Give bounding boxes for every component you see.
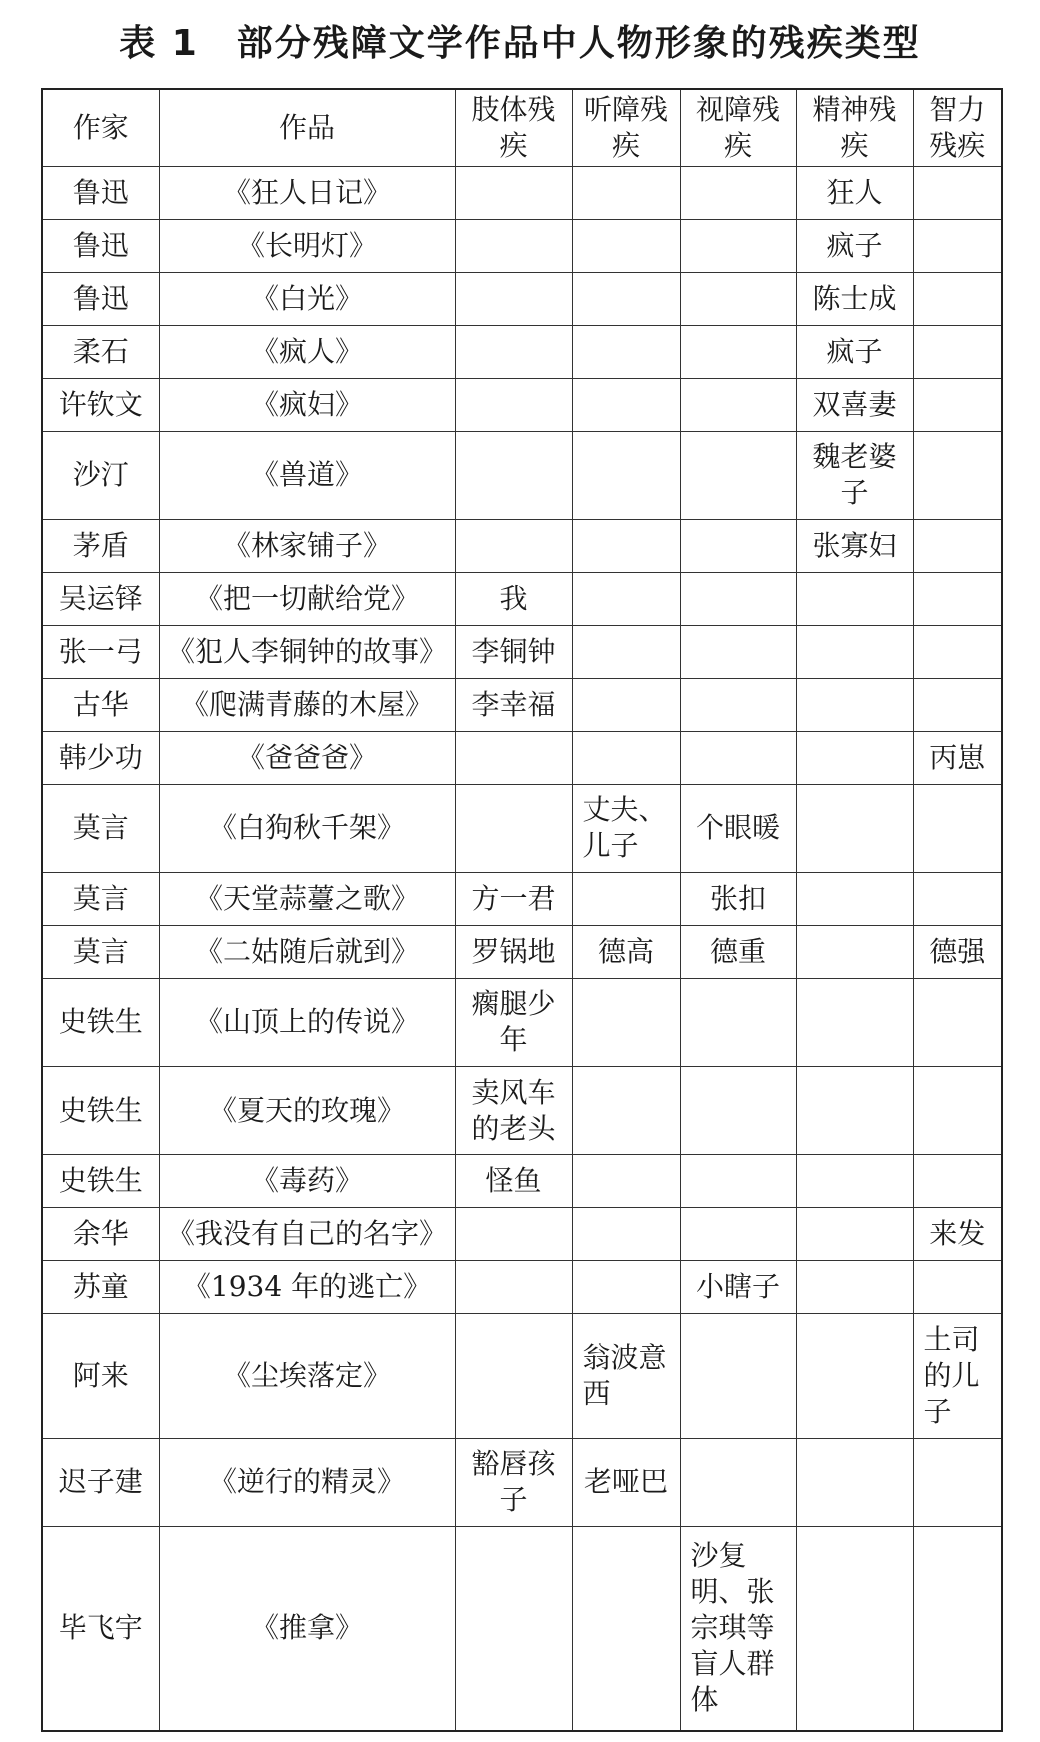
cell-mental [796, 1438, 913, 1526]
cell-hearing [572, 978, 680, 1066]
cell-intellectual [913, 378, 1002, 431]
cell-work: 《犯人李铜钟的故事》 [159, 625, 455, 678]
table-row [42, 1261, 1002, 1314]
cell-work: 《兽道》 [159, 431, 455, 519]
cell-mental: 张寡妇 [796, 519, 913, 572]
cell-limb: 方一君 [455, 872, 572, 925]
cell-author: 史铁生 [42, 978, 159, 1066]
cell-hearing: 翁波意西 [572, 1313, 680, 1438]
cell-author: 余华 [42, 1208, 159, 1261]
cell-author: 阿来 [42, 1313, 159, 1438]
cell-visual [680, 1066, 796, 1154]
cell-visual [680, 431, 796, 519]
cell-limb: 罗锅地 [455, 925, 572, 978]
disability-types-table [41, 88, 1003, 1732]
cell-intellectual [913, 167, 1002, 220]
cell-author: 柔石 [42, 325, 159, 378]
cell-limb [455, 272, 572, 325]
table-row [42, 678, 1002, 731]
cell-mental [796, 1155, 913, 1208]
cell-author: 茅盾 [42, 519, 159, 572]
cell-limb [455, 731, 572, 784]
cell-limb [455, 1526, 572, 1731]
cell-visual [680, 678, 796, 731]
cell-visual: 张扣 [680, 872, 796, 925]
cell-hearing: 丈夫、儿子 [572, 784, 680, 872]
cell-visual [680, 219, 796, 272]
cell-mental [796, 1313, 913, 1438]
cell-work: 《狂人日记》 [159, 167, 455, 220]
cell-author: 莫言 [42, 925, 159, 978]
cell-hearing [572, 678, 680, 731]
cell-mental [796, 572, 913, 625]
cell-hearing [572, 872, 680, 925]
cell-limb [455, 431, 572, 519]
cell-visual: 个眼暖 [680, 784, 796, 872]
cell-intellectual: 德强 [913, 925, 1002, 978]
cell-work: 《疯人》 [159, 325, 455, 378]
table-row [42, 872, 1002, 925]
cell-hearing [572, 1066, 680, 1154]
cell-intellectual [913, 978, 1002, 1066]
cell-visual [680, 625, 796, 678]
table-row [42, 925, 1002, 978]
cell-work: 《夏天的玫瑰》 [159, 1066, 455, 1154]
cell-intellectual [913, 1261, 1002, 1314]
cell-limb: 我 [455, 572, 572, 625]
cell-hearing [572, 572, 680, 625]
cell-limb: 李幸福 [455, 678, 572, 731]
cell-work: 《毒药》 [159, 1155, 455, 1208]
cell-author: 鲁迅 [42, 219, 159, 272]
cell-visual [680, 978, 796, 1066]
cell-hearing [572, 1261, 680, 1314]
cell-mental [796, 1261, 913, 1314]
cell-limb [455, 519, 572, 572]
cell-work: 《天堂蒜薹之歌》 [159, 872, 455, 925]
cell-mental: 陈士成 [796, 272, 913, 325]
cell-intellectual [913, 1438, 1002, 1526]
cell-mental: 魏老婆子 [796, 431, 913, 519]
cell-limb [455, 167, 572, 220]
cell-work: 《1934 年的逃亡》 [159, 1261, 455, 1314]
cell-work: 《长明灯》 [159, 219, 455, 272]
cell-author: 迟子建 [42, 1438, 159, 1526]
cell-limb [455, 1208, 572, 1261]
cell-work: 《二姑随后就到》 [159, 925, 455, 978]
table-row [42, 978, 1002, 1066]
cell-author: 苏童 [42, 1261, 159, 1314]
cell-limb [455, 784, 572, 872]
cell-mental: 狂人 [796, 167, 913, 220]
cell-intellectual [913, 872, 1002, 925]
cell-mental [796, 978, 913, 1066]
cell-intellectual [913, 325, 1002, 378]
cell-hearing [572, 519, 680, 572]
cell-intellectual: 土司的儿子 [913, 1313, 1002, 1438]
cell-author: 史铁生 [42, 1066, 159, 1154]
table-title: 表 1 部分残障文学作品中人物形象的残疾类型 [119, 23, 921, 64]
cell-limb [455, 325, 572, 378]
header-hearing-disability: 听障残疾 [572, 89, 680, 167]
cell-visual: 德重 [680, 925, 796, 978]
cell-mental [796, 625, 913, 678]
cell-work: 《把一切献给党》 [159, 572, 455, 625]
cell-intellectual [913, 678, 1002, 731]
cell-hearing [572, 1526, 680, 1731]
cell-mental: 疯子 [796, 325, 913, 378]
cell-limb [455, 1261, 572, 1314]
cell-mental: 疯子 [796, 219, 913, 272]
cell-author: 许钦文 [42, 378, 159, 431]
cell-work: 《逆行的精灵》 [159, 1438, 455, 1526]
cell-author: 鲁迅 [42, 272, 159, 325]
cell-work: 《爬满青藤的木屋》 [159, 678, 455, 731]
cell-intellectual [913, 1155, 1002, 1208]
cell-work: 《疯妇》 [159, 378, 455, 431]
cell-intellectual [913, 272, 1002, 325]
cell-hearing [572, 1155, 680, 1208]
cell-work: 《山顶上的传说》 [159, 978, 455, 1066]
cell-visual [680, 1438, 796, 1526]
cell-mental [796, 925, 913, 978]
cell-hearing [572, 167, 680, 220]
table-row [42, 519, 1002, 572]
cell-visual: 沙复明、张宗琪等盲人群体 [680, 1526, 796, 1731]
cell-hearing: 老哑巴 [572, 1438, 680, 1526]
cell-intellectual [913, 519, 1002, 572]
cell-limb: 豁唇孩子 [455, 1438, 572, 1526]
cell-visual [680, 519, 796, 572]
cell-hearing [572, 378, 680, 431]
table-row [42, 1313, 1002, 1438]
table-row [42, 784, 1002, 872]
cell-author: 韩少功 [42, 731, 159, 784]
table-row [42, 1066, 1002, 1154]
table-row [42, 731, 1002, 784]
cell-intellectual: 来发 [913, 1208, 1002, 1261]
cell-work: 《我没有自己的名字》 [159, 1208, 455, 1261]
cell-intellectual [913, 1066, 1002, 1154]
cell-intellectual [913, 1526, 1002, 1731]
table-row [42, 325, 1002, 378]
cell-hearing [572, 431, 680, 519]
cell-hearing [572, 625, 680, 678]
cell-hearing [572, 1208, 680, 1261]
cell-author: 张一弓 [42, 625, 159, 678]
cell-work: 《爸爸爸》 [159, 731, 455, 784]
cell-work: 《推拿》 [159, 1526, 455, 1731]
cell-intellectual [913, 431, 1002, 519]
header-row [42, 89, 1002, 167]
cell-author: 莫言 [42, 784, 159, 872]
cell-hearing [572, 731, 680, 784]
table-row [42, 219, 1002, 272]
cell-author: 莫言 [42, 872, 159, 925]
cell-mental [796, 872, 913, 925]
table-row [42, 167, 1002, 220]
cell-author: 吴运铎 [42, 572, 159, 625]
cell-author: 史铁生 [42, 1155, 159, 1208]
cell-visual [680, 167, 796, 220]
table-row [42, 625, 1002, 678]
cell-intellectual [913, 219, 1002, 272]
cell-visual [680, 1208, 796, 1261]
table-row [42, 431, 1002, 519]
table-row [42, 572, 1002, 625]
header-work: 作品 [159, 89, 455, 167]
header-intellectual-disability: 智力残疾 [913, 89, 1002, 167]
cell-hearing [572, 325, 680, 378]
table-row [42, 1438, 1002, 1526]
cell-visual: 小瞎子 [680, 1261, 796, 1314]
cell-limb [455, 378, 572, 431]
cell-hearing: 德高 [572, 925, 680, 978]
cell-work: 《白光》 [159, 272, 455, 325]
cell-mental [796, 1066, 913, 1154]
table-row [42, 1208, 1002, 1261]
cell-limb: 卖风车的老头 [455, 1066, 572, 1154]
cell-visual [680, 572, 796, 625]
cell-visual [680, 272, 796, 325]
cell-hearing [572, 272, 680, 325]
cell-intellectual: 丙崽 [913, 731, 1002, 784]
cell-mental: 双喜妻 [796, 378, 913, 431]
table-row [42, 1155, 1002, 1208]
cell-limb [455, 219, 572, 272]
cell-work: 《白狗秋千架》 [159, 784, 455, 872]
cell-intellectual [913, 625, 1002, 678]
cell-visual [680, 325, 796, 378]
cell-intellectual [913, 784, 1002, 872]
cell-work: 《尘埃落定》 [159, 1313, 455, 1438]
cell-intellectual [913, 572, 1002, 625]
cell-limb: 怪鱼 [455, 1155, 572, 1208]
cell-work: 《林家铺子》 [159, 519, 455, 572]
header-mental-disability: 精神残疾 [796, 89, 913, 167]
cell-author: 古华 [42, 678, 159, 731]
header-visual-disability: 视障残疾 [680, 89, 796, 167]
cell-mental [796, 1208, 913, 1261]
cell-visual [680, 1313, 796, 1438]
table-row [42, 1526, 1002, 1731]
cell-mental [796, 784, 913, 872]
cell-author: 鲁迅 [42, 167, 159, 220]
cell-visual [680, 731, 796, 784]
cell-visual [680, 1155, 796, 1208]
cell-visual [680, 378, 796, 431]
cell-mental [796, 731, 913, 784]
table-row [42, 378, 1002, 431]
cell-limb: 瘸腿少年 [455, 978, 572, 1066]
cell-author: 沙汀 [42, 431, 159, 519]
cell-author: 毕飞宇 [42, 1526, 159, 1731]
table-row [42, 272, 1002, 325]
cell-mental [796, 678, 913, 731]
cell-mental [796, 1526, 913, 1731]
cell-limb [455, 1313, 572, 1438]
header-author: 作家 [42, 89, 159, 167]
cell-hearing [572, 219, 680, 272]
cell-limb: 李铜钟 [455, 625, 572, 678]
header-limb-disability: 肢体残疾 [455, 89, 572, 167]
